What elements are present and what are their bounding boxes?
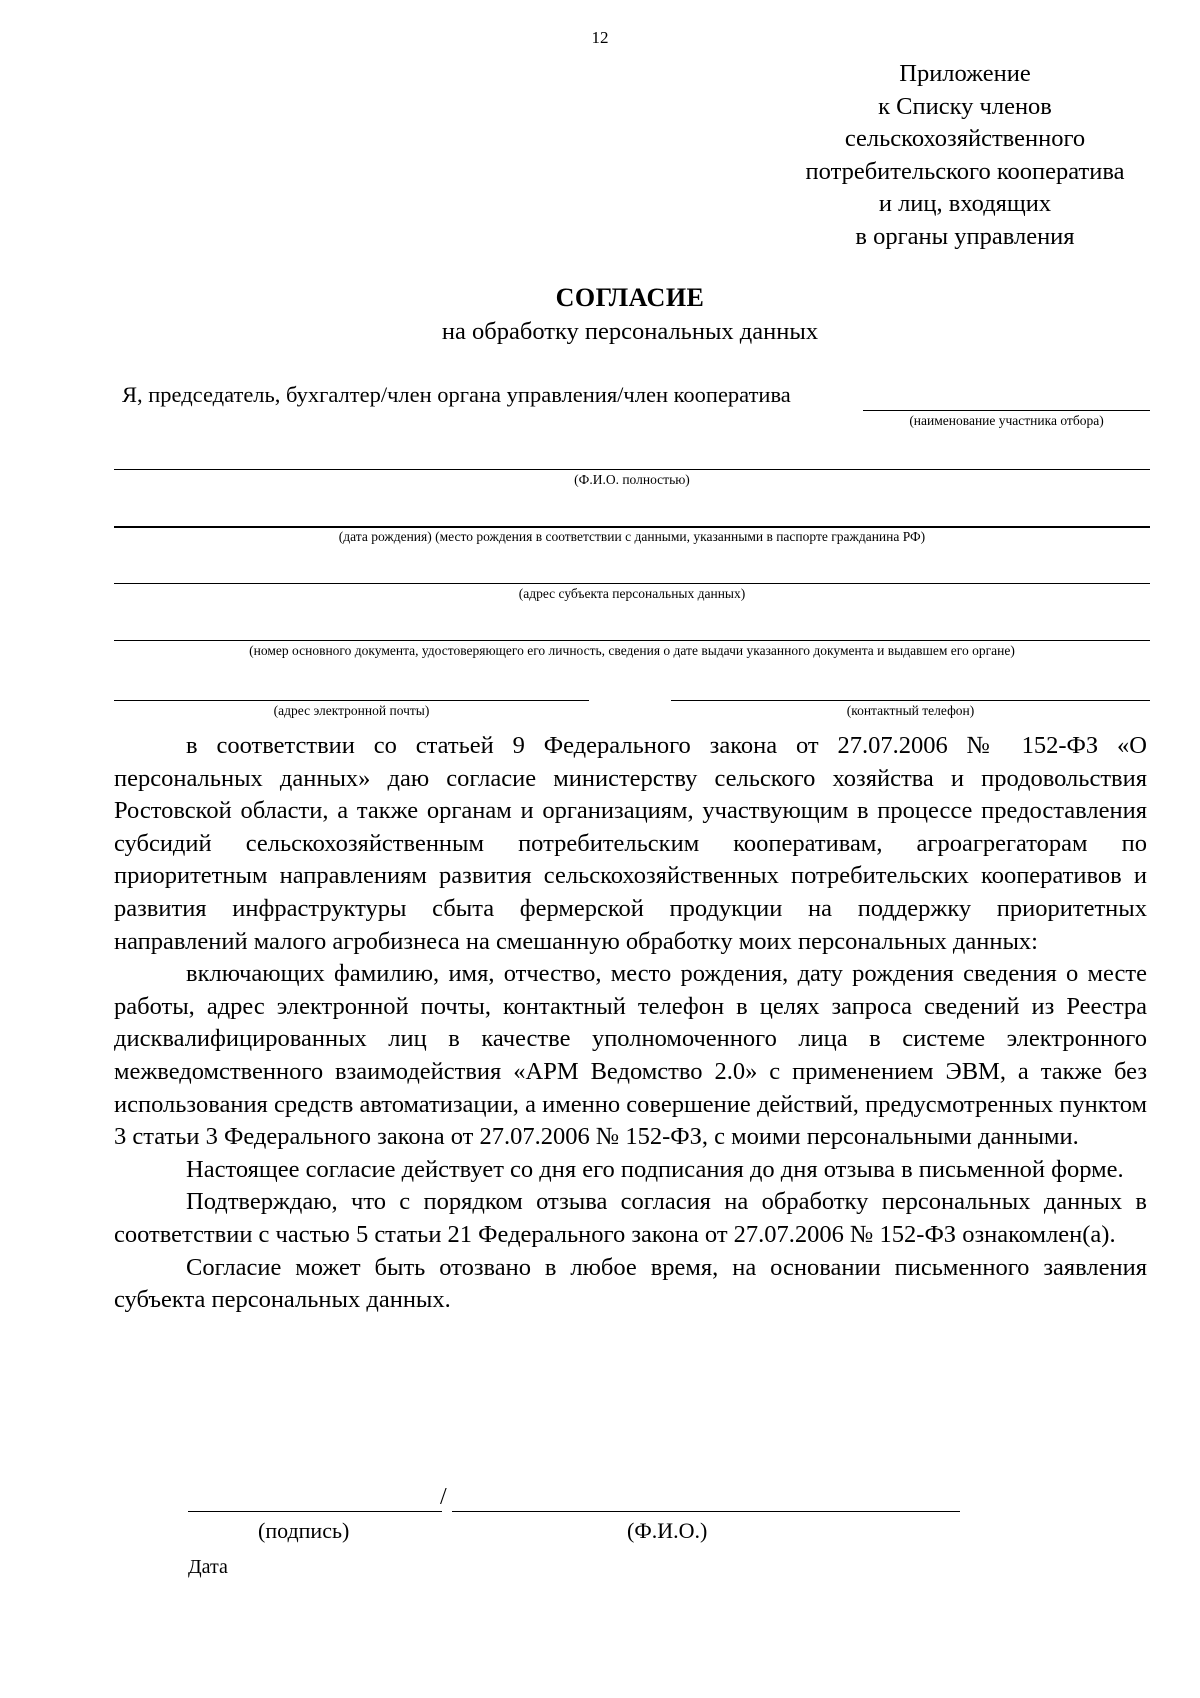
appendix-line: Приложение [899, 60, 1031, 87]
signature-fio-line[interactable] [452, 1511, 960, 1512]
consent-body [114, 730, 1147, 1317]
appendix-line: в органы управления [855, 222, 1075, 250]
document-subtitle: на обработку персональных данных [441, 318, 819, 345]
body-paragraph: Подтверждаю, что с порядком отзыва согласия на обработку персональных данных в соответствии с частью 5 статьи 21 Федерального закона от 27.07.2006 № 152-ФЗ ознакомлен(а). [114, 1188, 1147, 1248]
participant-caption: (наименование участника отбора) [909, 413, 1104, 428]
fio-field-line[interactable] [114, 469, 1150, 470]
intro-text: Я, председатель, бухгалтер/член органа управления/член кооператива [122, 382, 791, 407]
address-field-line[interactable] [114, 583, 1150, 584]
appendix-line: к Списку членов [878, 92, 1052, 120]
phone-field-line[interactable] [671, 700, 1150, 701]
appendix-line: сельскохозяйственного [844, 125, 1086, 152]
signature-line[interactable] [188, 1511, 442, 1512]
appendix-line: потребительского кооператива [805, 157, 1125, 185]
email-caption: (адрес электронной почты) [273, 703, 430, 718]
date-label: Дата [188, 1556, 228, 1578]
email-field-line[interactable] [114, 700, 589, 701]
signature-caption: (подпись) [258, 1518, 350, 1543]
phone-caption: (контактный телефон) [846, 703, 975, 718]
participant-field-line[interactable] [863, 410, 1150, 411]
signature-fio-caption: (Ф.И.О.) [627, 1518, 708, 1543]
birth-field-line[interactable] [114, 526, 1150, 528]
document-field-line[interactable] [114, 640, 1150, 641]
birth-caption: (дата рождения) (место рождения в соответствии с данными, указанными в паспорте гражданина РФ) [338, 529, 926, 544]
appendix-header [745, 58, 1185, 253]
body-paragraph: Согласие может быть отозвано в любое время, на основании письменного заявления субъекта персональных данных. [114, 1253, 1147, 1314]
body-paragraph: Настоящее согласие действует со дня его подписания до дня отзыва в письменной форме. [186, 1155, 1124, 1183]
page-number: 12 [591, 28, 609, 47]
document-title: СОГЛАСИЕ [555, 283, 705, 312]
body-paragraph: включающих фамилию, имя, отчество, место рождения, дату рождения сведения о месте работы, адрес электронной почты, контактный телефон в целях запроса сведений из Реестра дисквалифицированных лиц в качестве уполномоченного лица в системе электронного межведомственного взаимодействия «АРМ Ведомство 2.0» с применением ЭВМ, а также без использования средств автоматизации, а именно совершение действий, предусмотренных пунктом 3 статьи 3 Федерального закона от 27.07.2006 № 152-ФЗ, с моими персональными данными. [114, 960, 1147, 1151]
document-caption: (номер основного документа, удостоверяющего его личность, сведения о дате выдачи указанного документа и выдавшем его органе) [249, 643, 1015, 658]
address-caption: (адрес субъекта персональных данных) [518, 586, 746, 601]
signature-separator: / [440, 1484, 447, 1510]
fio-caption: (Ф.И.О. полностью) [574, 472, 690, 487]
body-paragraph: в соответствии со статьей 9 Федерального закона от 27.07.2006 № 152-ФЗ «О персональных данных» даю согласие министерству сельского хозяйства и продовольствия Ростовской области, а также органам и организациям, участвующим в процессе предоставления субсидий сельскохозяйственным потребительским кооперативам, агроагрегаторам по приоритетным направлениям развития сельскохозяйственных потребительских кооперативов и развития инфраструктуры сбыта фермерской продукции на поддержку приоритетных направлений малого агробизнеса на смешанную обработку моих персональных данных: [114, 732, 1147, 955]
appendix-line: и лиц, входящих [878, 190, 1052, 217]
